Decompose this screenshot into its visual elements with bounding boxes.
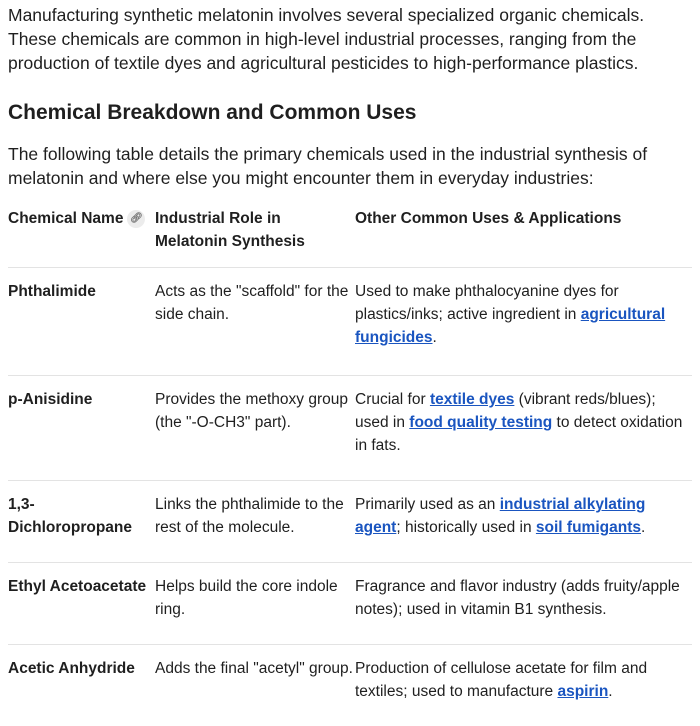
reference-link[interactable]: food quality testing (409, 414, 552, 431)
uses-text: . (608, 683, 612, 700)
section-heading: Chemical Breakdown and Common Uses (8, 100, 692, 126)
other-uses (355, 645, 692, 726)
table-header-row (8, 204, 692, 268)
header-other-uses: Other Common Uses & Applications (355, 204, 692, 268)
uses-text: Primarily used as an (355, 496, 500, 513)
chemical-name: Phthalimide (8, 268, 155, 376)
table-row (8, 563, 692, 645)
reference-link[interactable]: soil fumigants (536, 519, 641, 536)
header-industrial-role: Industrial Role in Melatonin Synthesis (155, 204, 355, 268)
header-chemical-name: Chemical Name 🔗︎ (8, 204, 155, 268)
reference-link[interactable]: textile dyes (430, 391, 514, 408)
chemical-name: p-Anisidine (8, 376, 155, 481)
reference-link[interactable]: industrial alkylating agent (355, 496, 645, 536)
uses-text: . (641, 519, 645, 536)
chemical-name: Ethyl Acetoacetate (8, 563, 155, 645)
table-row (8, 645, 692, 726)
industrial-role: Adds the final "acetyl" group. (155, 645, 355, 726)
industrial-role: Helps build the core indole ring. (155, 563, 355, 645)
lead-paragraph: The following table details the primary chemicals used in the industrial synthesis of melatonin and where else you might encounter them in everyday industries: (8, 142, 692, 190)
intro-paragraph: Manufacturing synthetic melatonin involves several specialized organic chemicals. These chemicals are common in high-level industrial processes, ranging from the production of textile dyes and agricultural pesticides to high-performance plastics. (8, 3, 692, 75)
chemical-name: Acetic Anhydride (8, 645, 155, 726)
chemical-name: 1,3-Dichloropropane (8, 481, 155, 563)
other-uses (355, 481, 692, 563)
industrial-role: Provides the methoxy group (the "-O-CH3" part). (155, 376, 355, 481)
uses-text: Used to make phthalocyanine dyes for plastics/inks; active ingredient in (355, 283, 619, 323)
industrial-role: Acts as the "scaffold" for the side chain. (155, 268, 355, 376)
industrial-role: Links the phthalimide to the rest of the molecule. (155, 481, 355, 563)
reference-link[interactable]: aspirin (557, 683, 608, 700)
table-row (8, 481, 692, 563)
table-row (8, 268, 692, 376)
uses-text: Production of cellulose acetate for film and textiles; used to manufacture (355, 660, 647, 700)
other-uses (355, 563, 692, 645)
chemicals-table (8, 204, 692, 726)
link-icon[interactable]: 🔗︎ (127, 210, 145, 228)
uses-text: to detect oxidation in fats. (355, 414, 682, 454)
reference-link[interactable]: agricultural fungicides (355, 306, 665, 346)
uses-text: ; historically used in (396, 519, 536, 536)
uses-text: Crucial for (355, 391, 430, 408)
other-uses (355, 376, 692, 481)
uses-text: (vibrant reds/blues); used in (355, 391, 656, 431)
uses-text: Fragrance and flavor industry (adds fruity/apple notes); used in vitamin B1 synthesis. (355, 578, 680, 618)
uses-text: . (433, 329, 437, 346)
table-row (8, 376, 692, 481)
other-uses (355, 268, 692, 376)
